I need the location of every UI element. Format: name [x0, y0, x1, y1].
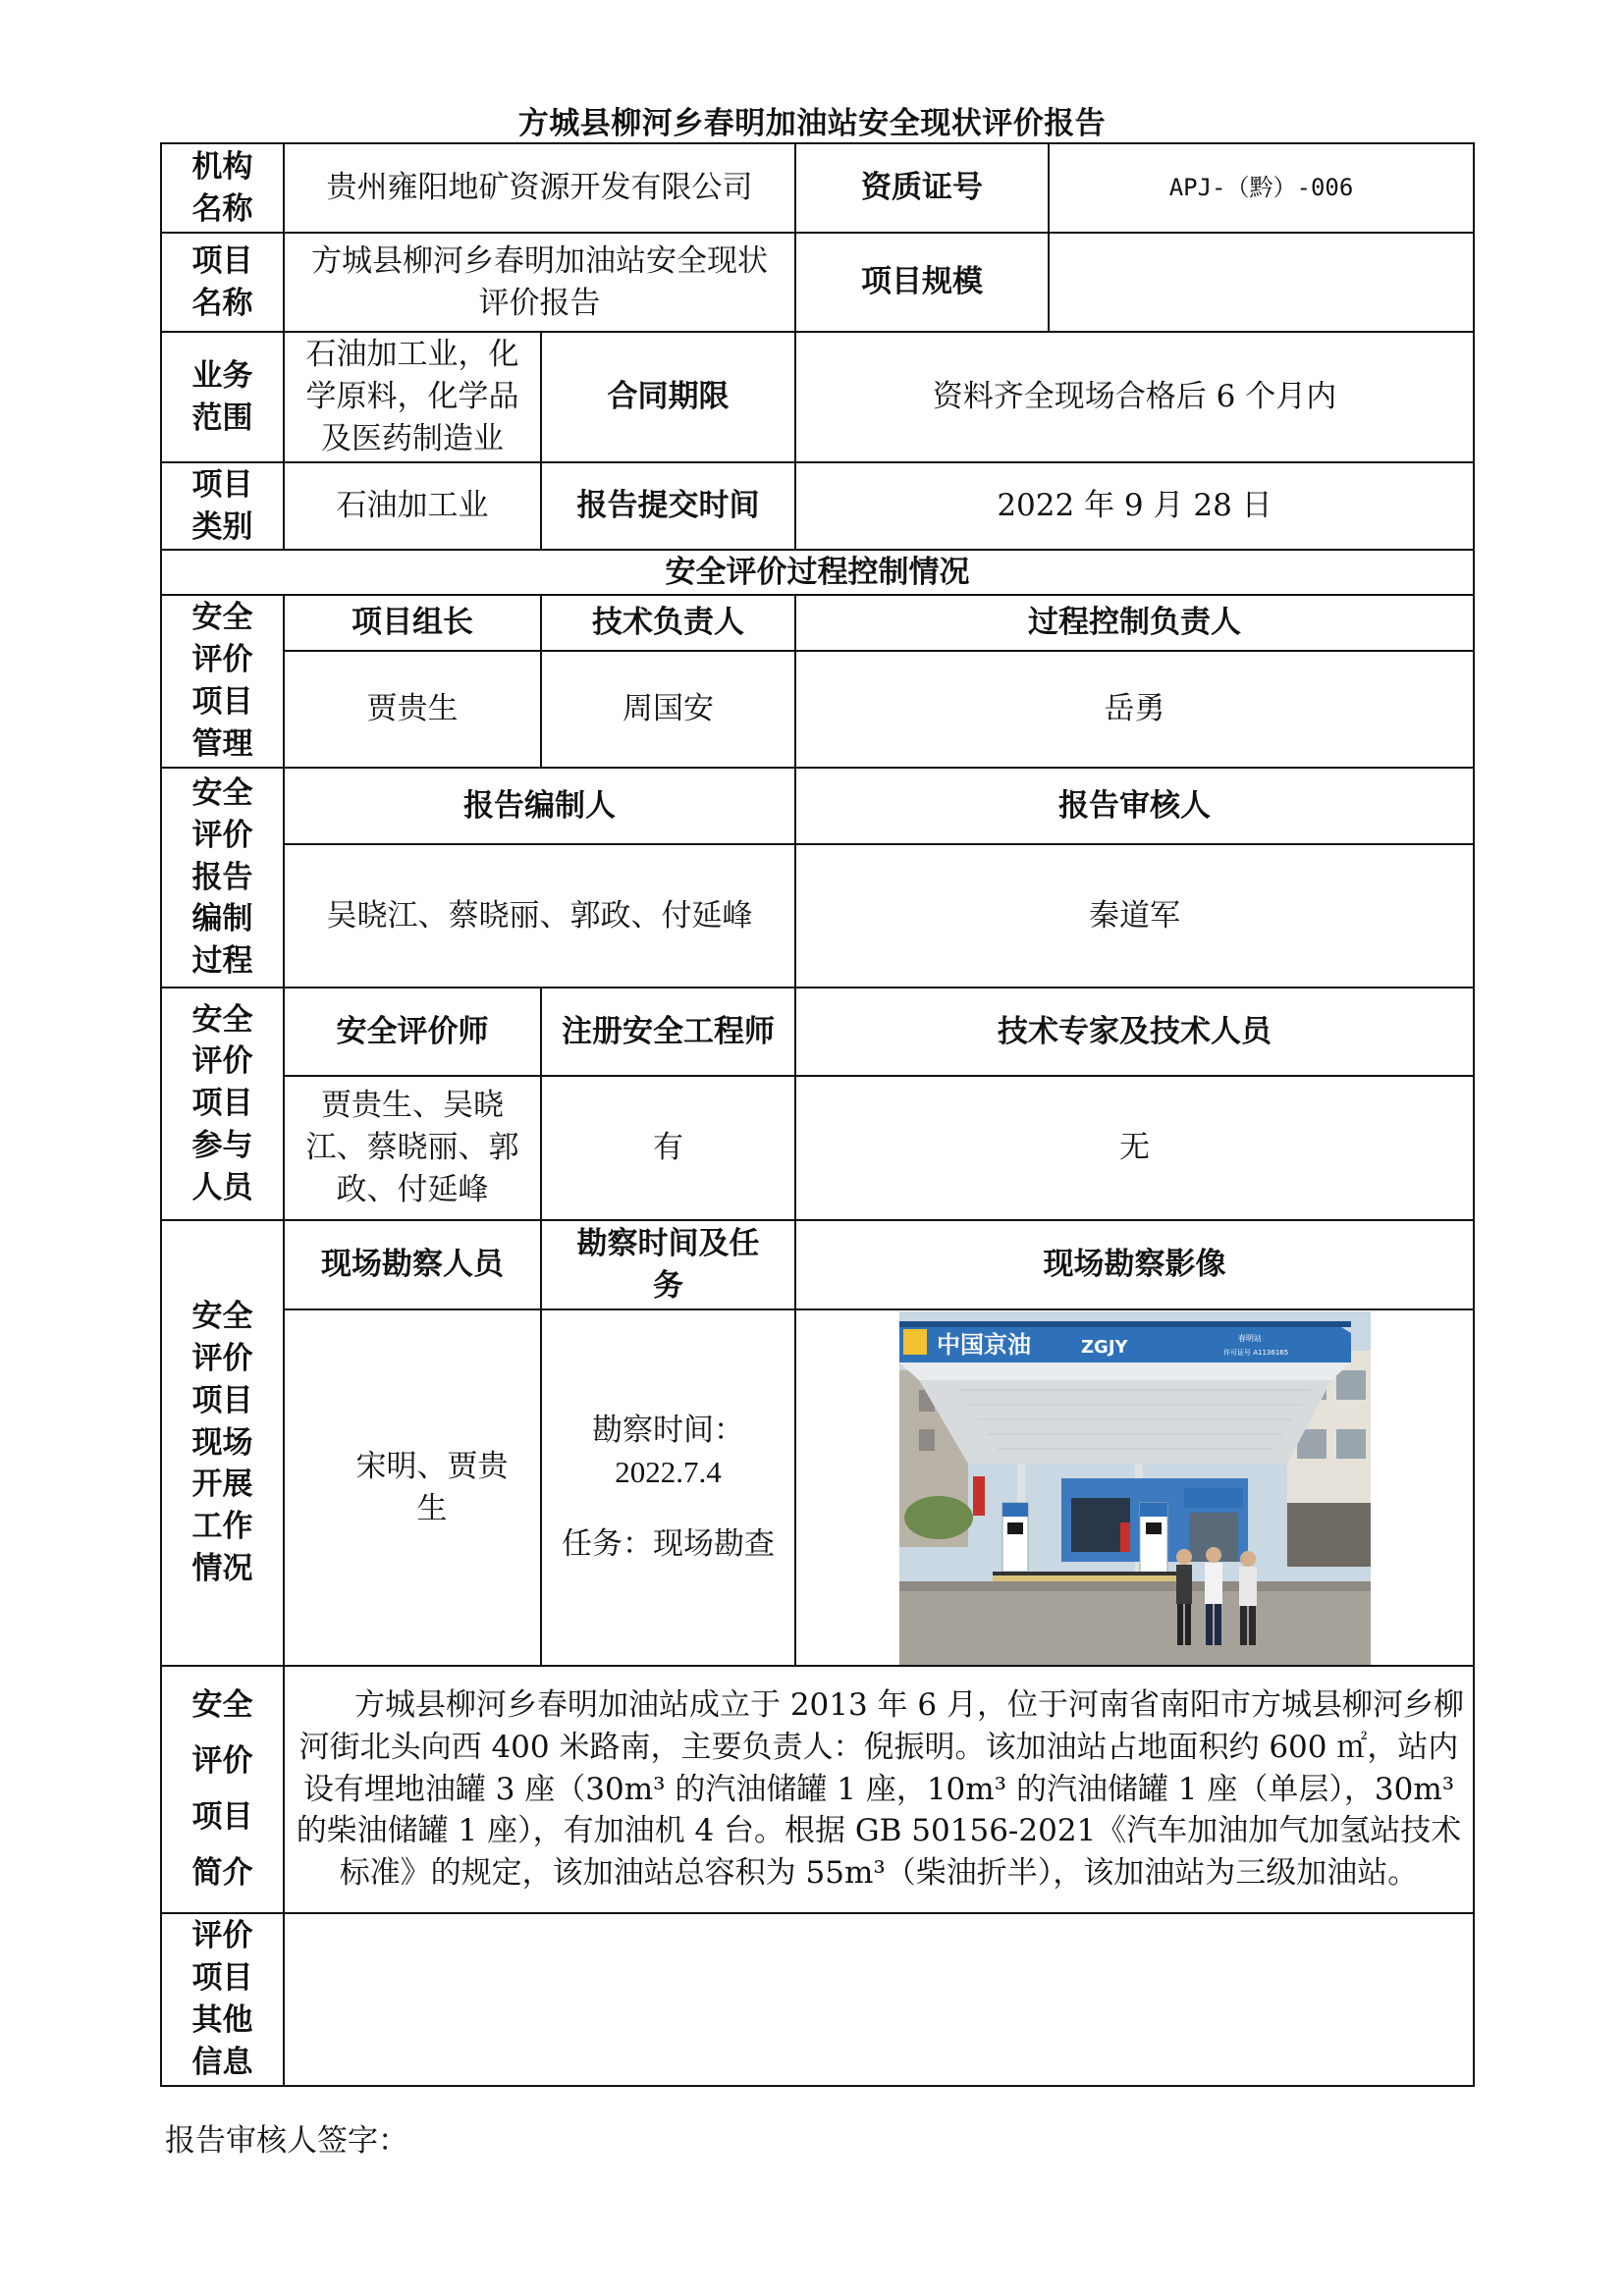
scale-value	[1049, 233, 1474, 332]
site-time-label: 勘察时间：	[592, 1413, 744, 1449]
photo-people	[1176, 1547, 1257, 1645]
management-value-row	[161, 651, 1474, 768]
safety-engineer-value: 有	[541, 1076, 795, 1220]
contract-label: 合同期限	[541, 332, 795, 462]
cert-number: APJ-（黔）-006	[1049, 143, 1474, 233]
participants-value-row	[161, 1076, 1474, 1220]
site-task: 任务：现场勘查	[562, 1525, 775, 1562]
site-staff-value: 宋明、贾贵生	[284, 1309, 541, 1666]
photo-sign-station: 春明站	[1237, 1333, 1262, 1343]
compile-label: 安全 评价 报告 编制 过程	[161, 768, 284, 988]
participants-label: 安全 评价 项目 参与 人员	[161, 988, 284, 1220]
scale-label: 项目规模	[795, 233, 1049, 332]
project-label: 项目 名称	[161, 233, 284, 332]
gas-station-photo	[899, 1311, 1371, 1665]
org-label: 机构 名称	[161, 143, 284, 233]
submit-time-value: 2022 年 9 月 28 日	[795, 462, 1474, 550]
tech-lead-header: 技术负责人	[541, 595, 795, 651]
intro-row	[161, 1666, 1474, 1913]
participants-header-row	[161, 988, 1474, 1076]
other-label: 评价 项目 其他 信息	[161, 1913, 284, 2086]
photo-sign-license: 许可证号 A1136165	[1222, 1348, 1288, 1357]
site-photo-cell	[795, 1309, 1474, 1666]
site-header-row	[161, 1220, 1474, 1309]
management-label: 安全 评价 项目 管理	[161, 595, 284, 768]
other-value	[284, 1913, 1474, 2086]
tech-lead-value: 周国安	[541, 651, 795, 768]
team-leader-header: 项目组长	[284, 595, 541, 651]
photo-sign-brand: 中国京油	[936, 1330, 1031, 1359]
category-value: 石油加工业	[284, 462, 541, 550]
site-value-row	[161, 1309, 1474, 1666]
safety-engineer-header: 注册安全工程师	[541, 988, 795, 1076]
project-name: 方城县柳河乡春明加油站安全现状评价报告	[284, 233, 795, 332]
intro-text: 方城县柳河乡春明加油站成立于 2013 年 6 月，位于河南省南阳市方城县柳河乡柳河街北头向西 400 米路南，主要负责人：倪振明。该加油站占地面积约 600 ㎡，站内设有埋地油罐 3 座（30m³ 的汽油储罐 1 座，10m³ 的汽油储罐 1 座（单层），30m³ 的柴油储罐 1 座），有加油机 4 台。根据 GB 50156-2021《汽车加油加气加氢站技术标准》的规定，该加油站总容积为 55m³（柴油折半），该加油站为三级加油站。	[284, 1666, 1474, 1913]
project-row	[161, 233, 1474, 332]
reviewer-value: 秦道军	[795, 844, 1474, 988]
site-time-cell	[541, 1309, 795, 1666]
process-lead-header: 过程控制负责人	[795, 595, 1474, 651]
business-scope: 石油加工业，化学原料，化学品及医药制造业	[284, 332, 541, 462]
org-name: 贵州雍阳地矿资源开发有限公司	[284, 143, 795, 233]
section-row	[161, 550, 1474, 595]
evaluation-form-table	[160, 142, 1475, 2087]
site-label: 安全 评价 项目 现场 开展 工作 情况	[161, 1220, 284, 1666]
evaluator-header: 安全评价师	[284, 988, 541, 1076]
reviewer-header: 报告审核人	[795, 768, 1474, 844]
other-row	[161, 1913, 1474, 2086]
experts-header: 技术专家及技术人员	[795, 988, 1474, 1076]
site-staff-header: 现场勘察人员	[284, 1220, 541, 1309]
reviewer-signature-label: 报告审核人签字：	[165, 2123, 408, 2159]
category-row	[161, 462, 1474, 550]
site-time-header: 勘察时间及任务	[541, 1220, 795, 1309]
evaluator-value: 贾贵生、吴晓江、蔡晓丽、郭政、付延峰	[284, 1076, 541, 1220]
experts-value: 无	[795, 1076, 1474, 1220]
compiler-header: 报告编制人	[284, 768, 795, 844]
management-header-row	[161, 595, 1474, 651]
compiler-value: 吴晓江、蔡晓丽、郭政、付延峰	[284, 844, 795, 988]
contract-term: 资料齐全现场合格后 6 个月内	[795, 332, 1474, 462]
compile-header-row	[161, 768, 1474, 844]
business-row	[161, 332, 1474, 462]
submit-time-label: 报告提交时间	[541, 462, 795, 550]
cert-label: 资质证号	[795, 143, 1049, 233]
photo-sign-code: ZGJY	[1080, 1336, 1128, 1358]
site-time-value: 2022.7.4	[615, 1455, 722, 1490]
section-title: 安全评价过程控制情况	[161, 550, 1474, 595]
category-label: 项目 类别	[161, 462, 284, 550]
org-row	[161, 143, 1474, 233]
site-photo-header: 现场勘察影像	[795, 1220, 1474, 1309]
document-title: 方城县柳河乡春明加油站安全现状评价报告	[517, 106, 1107, 141]
intro-label: 安全 评价 项目 简介	[161, 1666, 284, 1913]
process-lead-value: 岳勇	[795, 651, 1474, 768]
business-label: 业务 范围	[161, 332, 284, 462]
compile-value-row	[161, 844, 1474, 988]
team-leader-value: 贾贵生	[284, 651, 541, 768]
